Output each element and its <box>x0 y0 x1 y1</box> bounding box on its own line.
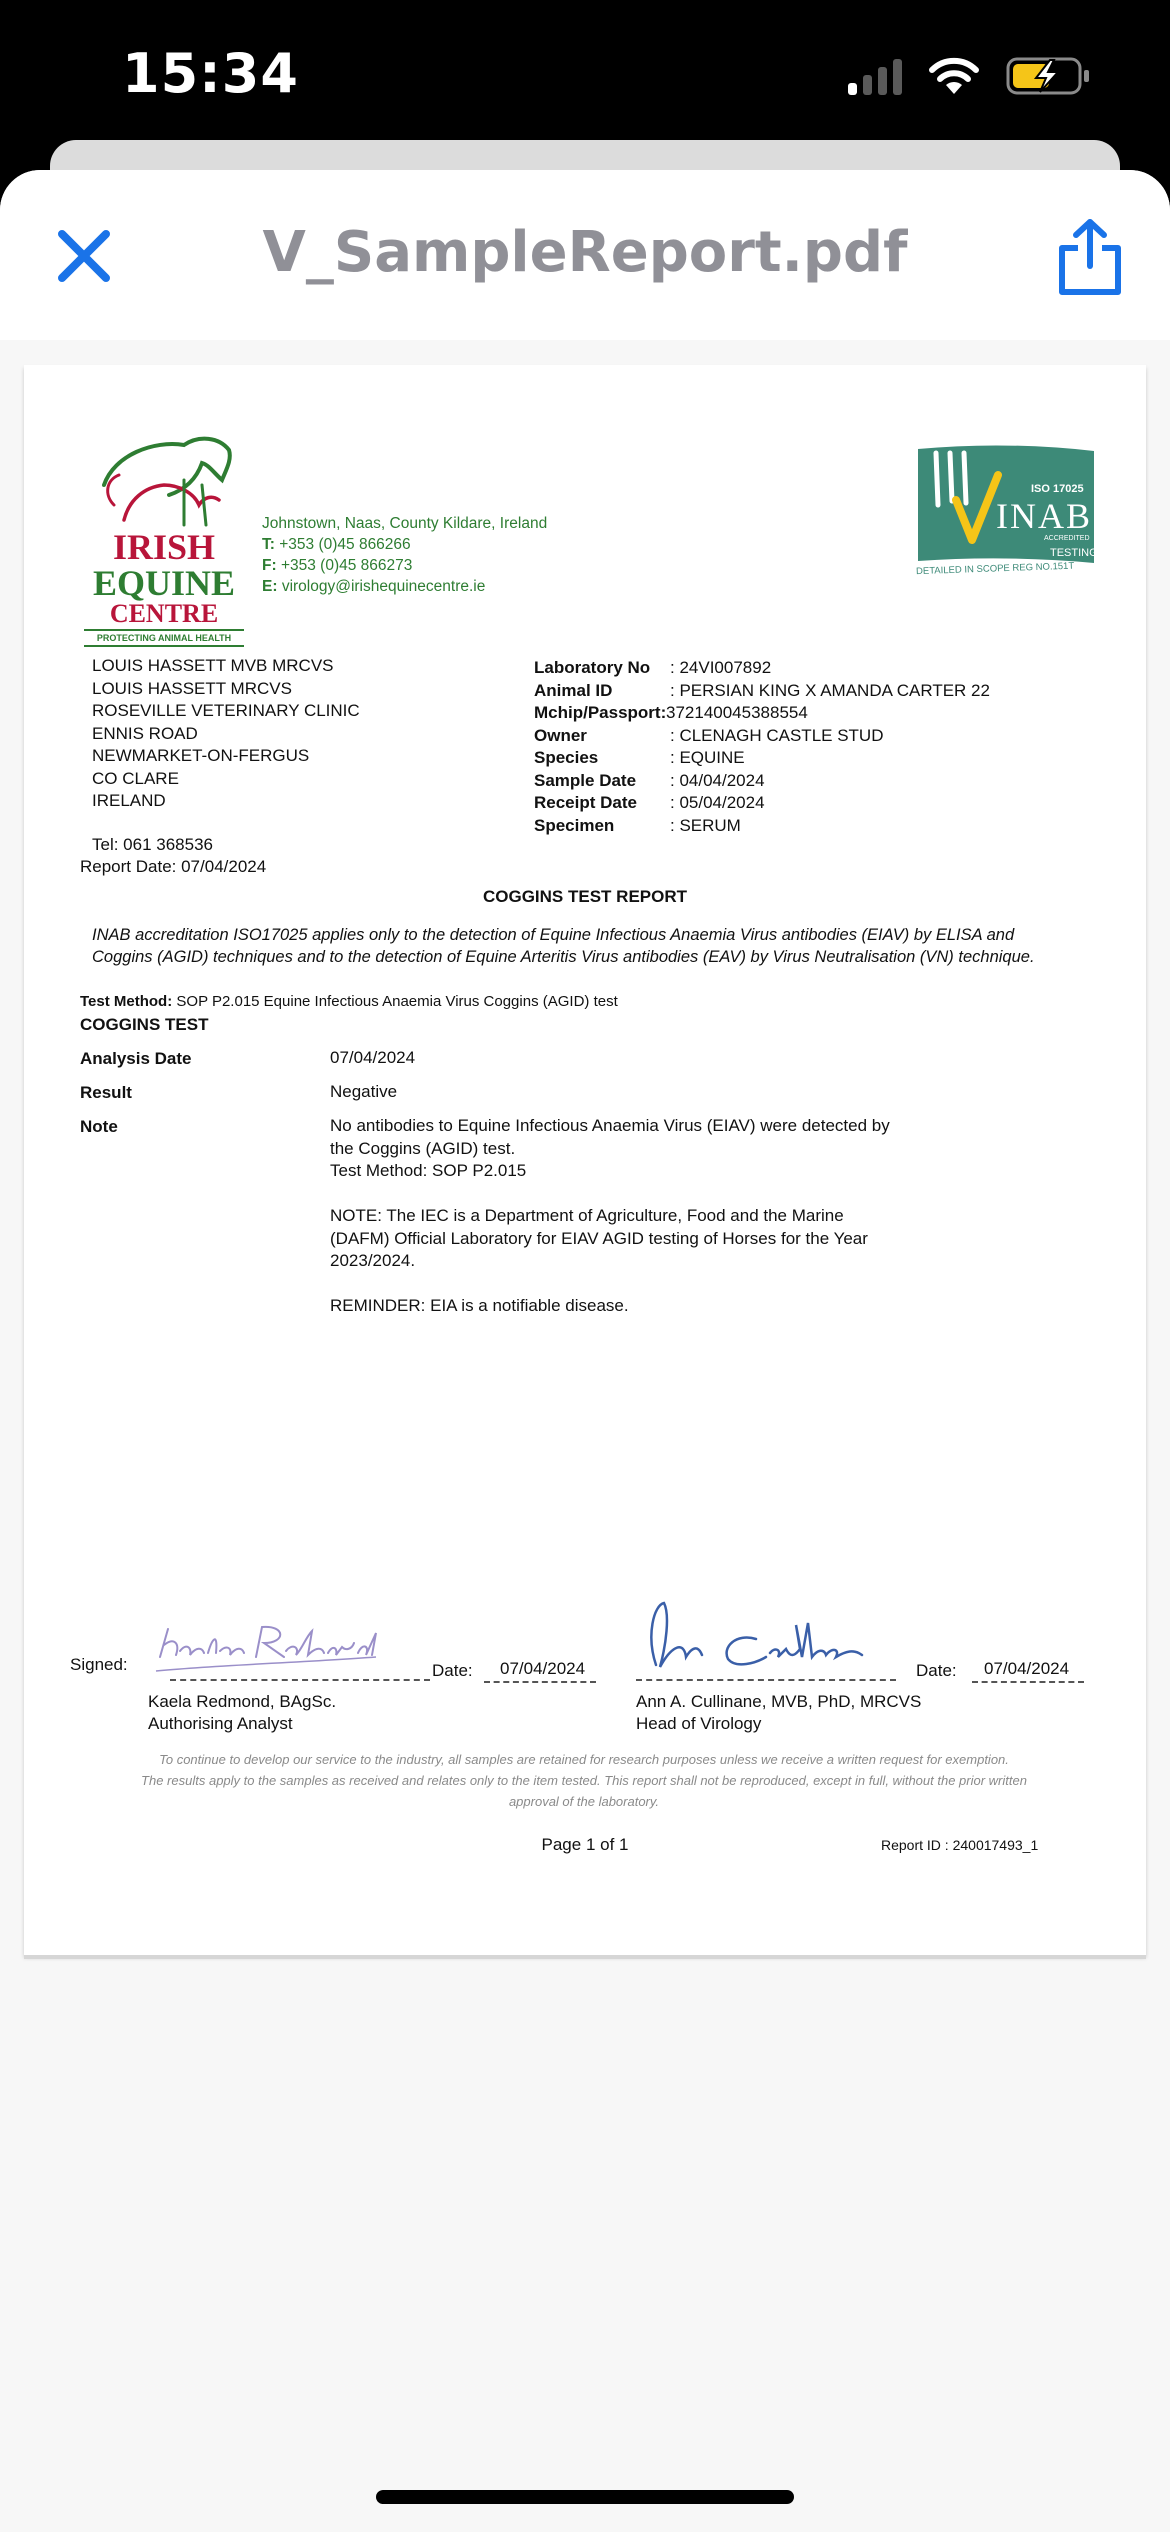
viewer-header <box>0 170 1170 340</box>
head-signature <box>636 1595 896 1681</box>
detail-value: : EQUINE <box>670 748 745 767</box>
detail-label: Species <box>534 748 599 767</box>
detail-value: : 05/04/2024 <box>670 793 765 812</box>
logo-line-3: CENTRE <box>109 599 219 628</box>
detail-value: 372140045388554 <box>666 703 808 722</box>
detail-label: Mchip/Passport: <box>534 703 667 722</box>
logo-line-1: IRISH <box>112 527 216 567</box>
fax-label: F: <box>262 557 277 574</box>
detail-row <box>534 770 990 793</box>
detail-value: : 04/04/2024 <box>670 770 765 790</box>
wifi-icon <box>928 56 980 96</box>
detail-label: Specimen <box>534 815 615 835</box>
head-date: 07/04/2024 <box>984 1659 1070 1678</box>
test-method-value: SOP P2.015 Equine Infectious Anaemia Virus Coggins (AGID) test <box>176 993 618 1010</box>
analyst-date: 07/04/2024 <box>500 1659 586 1678</box>
inab-testing: TESTING <box>1050 547 1098 559</box>
logo-tagline: PROTECTING ANIMAL HEALTH <box>84 629 244 647</box>
address-line: ENNIS ROAD <box>92 723 198 743</box>
head-name: Ann A. Cullinane, MVB, PhD, MRCVS <box>636 1692 922 1711</box>
detail-value: : PERSIAN KING X AMANDA CARTER 22 <box>670 680 990 700</box>
analyst-signature-line <box>170 1679 430 1681</box>
detail-label: Receipt Date <box>534 793 637 812</box>
inab-accreditation-badge <box>915 445 1098 578</box>
head-signature-image <box>636 1595 896 1681</box>
inab-iso: ISO 17025 <box>1031 483 1084 495</box>
result-value: Negative <box>330 1082 398 1101</box>
email-label: E: <box>262 578 278 595</box>
analyst-role: Authorising Analyst <box>148 1714 293 1733</box>
report-date: Report Date: 07/04/2024 <box>80 857 267 876</box>
result-label: Result <box>80 1083 132 1102</box>
horse-logo-icon <box>84 425 244 530</box>
status-time: 15:34 <box>122 42 299 105</box>
analyst-name: Kaela Redmond, BAgSc. <box>148 1692 337 1711</box>
analysis-date-value: 07/04/2024 <box>330 1048 416 1067</box>
detail-label: Animal ID <box>534 680 613 700</box>
recipient-address <box>92 655 360 813</box>
disclaimer <box>124 1749 1044 1812</box>
analyst-signature <box>146 1617 406 1677</box>
analyst-date-label: Date: <box>432 1661 473 1680</box>
detail-value: : SERUM <box>670 815 741 835</box>
inab-name: INAB <box>996 496 1092 536</box>
share-icon[interactable] <box>1056 218 1124 296</box>
note-value: No antibodies to Equine Infectious Anaemia Virus (EIAV) were detected by the Coggins (AGID) test. Test Method: SOP P2.015 NOTE: The IEC is a Department of Agriculture, Food and the Marine (DAFM) Official Laboratory for EIAV AGID testing of Horses for the Year 2023/2024. REMINDER: EIA is a notifiable disease. <box>330 1116 890 1315</box>
irish-equine-centre-logo <box>84 425 244 645</box>
signed-label: Signed: <box>70 1655 128 1674</box>
home-indicator[interactable] <box>376 2490 794 2504</box>
status-bar <box>0 0 1170 150</box>
detail-label: Owner <box>534 725 587 745</box>
address-line: LOUIS HASSETT MRCVS <box>92 678 292 698</box>
page-number: Page 1 of 1 <box>541 1835 629 1854</box>
detail-row <box>534 725 990 748</box>
disclaimer-line-2: The results apply to the samples as received and relates only to the item tested. This report shall not be reproduced, except in full, without the prior written approval of the laboratory. <box>141 1773 1027 1809</box>
address-line: IRELAND <box>92 791 166 810</box>
detail-row <box>534 680 990 703</box>
detail-row <box>534 702 990 725</box>
lab-address: Johnstown, Naas, County Kildare, Ireland <box>262 515 548 532</box>
head-date-line <box>972 1681 1084 1683</box>
analyst-signature-image <box>146 1617 406 1677</box>
test-method-label: Test Method: <box>80 993 173 1010</box>
report-id: Report ID : 240017493_1 <box>881 1837 1039 1853</box>
detail-value: : CLENAGH CASTLE STUD <box>670 725 884 745</box>
note-label: Note <box>80 1117 118 1136</box>
status-icons <box>848 56 1090 96</box>
sample-details <box>534 657 990 837</box>
lab-fax: +353 (0)45 866273 <box>280 557 413 574</box>
address-line: CO CLARE <box>92 768 179 788</box>
recipient-tel: Tel: 061 368536 <box>92 835 213 854</box>
head-role: Head of Virology <box>636 1714 762 1733</box>
detail-label: Laboratory No <box>534 658 651 677</box>
pdf-page[interactable] <box>24 365 1146 1955</box>
analyst-date-line <box>484 1681 596 1683</box>
detail-row <box>534 747 990 770</box>
document-title: V_SampleReport.pdf <box>262 220 908 285</box>
page-divider <box>24 1955 1146 1959</box>
inab-accredited: ACCREDITED <box>1044 535 1090 542</box>
report-title: COGGINS TEST REPORT <box>482 887 688 906</box>
disclaimer-line-1: To continue to develop our service to the industry, all samples are retained for research purposes unless we receive a written request for exemption. <box>159 1752 1009 1767</box>
battery-charging-icon <box>1006 56 1090 96</box>
lab-contact <box>262 513 547 597</box>
test-method <box>80 993 618 1010</box>
lab-email: virology@irishequinecentre.ie <box>281 578 486 595</box>
phone-label: T: <box>262 536 275 553</box>
head-signature-line <box>636 1679 896 1681</box>
inab-scope: DETAILED IN SCOPE REG NO.151T <box>915 560 1075 578</box>
section-heading: COGGINS TEST <box>80 1015 209 1034</box>
cellular-signal-icon <box>848 57 902 95</box>
detail-row <box>534 792 990 815</box>
logo-line-2: EQUINE <box>92 563 236 603</box>
pdf-viewer-sheet <box>0 170 1170 2532</box>
detail-row <box>534 657 990 680</box>
inab-note: INAB accreditation ISO17025 applies only to the detection of Equine Infectious Anaemia Virus antibodies (EIAV) by ELISA and Coggins (AGID) techniques and to the detection of Equine Arteritis Virus antibodies (EAV) by Virus Neutralisation (VN) technique. <box>92 926 1035 966</box>
address-line: LOUIS HASSETT MVB MRCVS <box>92 656 334 675</box>
detail-value: : 24VI007892 <box>670 658 772 677</box>
lab-phone: +353 (0)45 866266 <box>279 536 411 553</box>
detail-label: Sample Date <box>534 770 637 790</box>
address-line: NEWMARKET-ON-FERGUS <box>92 746 310 765</box>
detail-row <box>534 815 990 838</box>
address-line: ROSEVILLE VETERINARY CLINIC <box>92 701 360 720</box>
head-date-label: Date: <box>916 1661 957 1680</box>
analysis-date-label: Analysis Date <box>80 1049 192 1068</box>
